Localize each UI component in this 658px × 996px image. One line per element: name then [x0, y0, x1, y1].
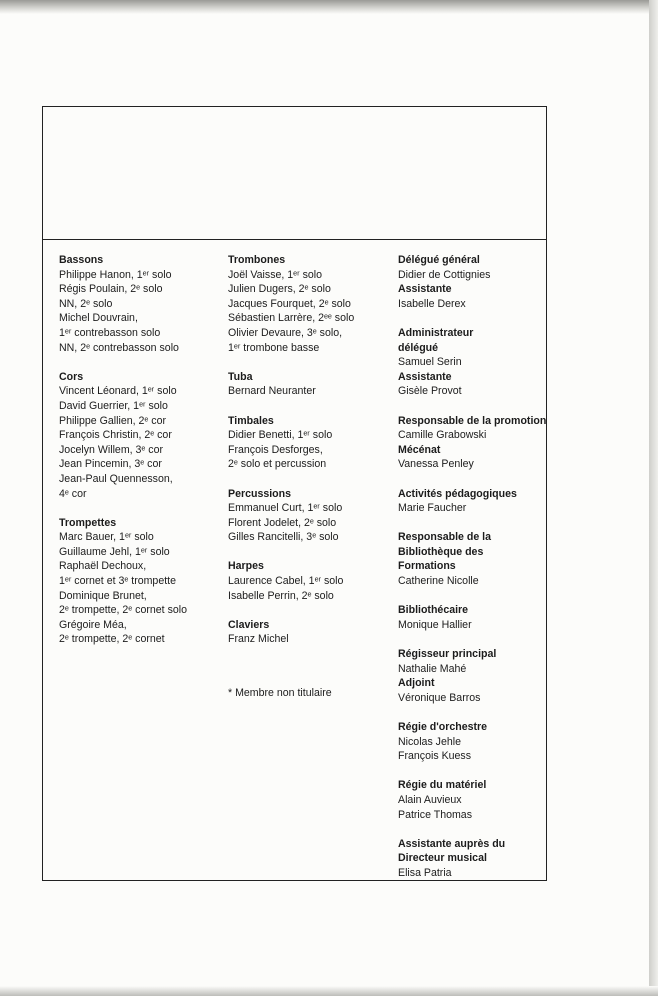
staff-group [398, 647, 548, 705]
group-title: Directeur musical [398, 852, 487, 865]
staff-name: Philippe Hanon, 1ᵉʳ solo [59, 268, 172, 281]
staff-name: 2ᵉ trompette, 2ᵉ cornet solo [59, 604, 187, 617]
staff-name: Régis Poulain, 2ᵉ solo [59, 283, 163, 296]
staff-group [398, 326, 548, 399]
staff-group [59, 253, 229, 355]
staff-name: 1ᵉʳ contrebasson solo [59, 326, 161, 339]
staff-group [398, 487, 548, 516]
staff-name: Monique Hallier [398, 618, 472, 631]
group-title: Délégué général [398, 254, 480, 266]
staff-name: Samuel Serin [398, 356, 462, 369]
frame-divider [43, 239, 546, 240]
group-title: Régie du matériel [398, 779, 487, 792]
column-brass [59, 253, 229, 662]
staff-name: NN, 2ᵉ solo [59, 297, 113, 310]
staff-group [59, 516, 229, 647]
staff-name: Patrice Thomas [398, 808, 472, 821]
staff-name: Camille Grabowski [398, 429, 487, 442]
staff-name: Franz Michel [228, 633, 289, 646]
group-title: Trompettes [59, 516, 117, 529]
staff-name: Grégoire Méa, [59, 618, 127, 631]
staff-name: Elisa Patria [398, 866, 452, 879]
staff-name: Guillaume Jehl, 1ᵉʳ solo [59, 545, 170, 558]
content-frame [42, 106, 547, 881]
staff-name: Jacques Fourquet, 2ᵉ solo [228, 297, 351, 310]
staff-group [398, 603, 548, 632]
column-administration [398, 253, 548, 895]
group-subtitle: Adjoint [398, 677, 435, 690]
staff-group [59, 370, 229, 501]
staff-name: Sébastien Larrère, 2ᵉᵉ solo [228, 312, 355, 325]
staff-name: Didier de Cottignies [398, 268, 491, 281]
staff-name: 2ᵉ solo et percussion [228, 458, 327, 471]
staff-name: Jean-Paul Quennesson, [59, 472, 173, 485]
group-title: Administrateur [398, 326, 474, 339]
staff-group [228, 618, 398, 647]
staff-group [228, 414, 398, 472]
staff-group [398, 253, 548, 311]
staff-group [398, 778, 548, 822]
staff-name: François Desforges, [228, 443, 323, 456]
staff-name: Florent Jodelet, 2ᵉ solo [228, 516, 337, 529]
staff-name: François Christin, 2ᵉ cor [59, 429, 172, 442]
staff-name: 2ᵉ trompette, 2ᵉ cornet [59, 633, 165, 646]
staff-group [398, 530, 548, 588]
staff-name: Gisèle Provot [398, 385, 462, 398]
group-title: Trombones [228, 254, 286, 266]
staff-name: Marc Bauer, 1ᵉʳ solo [59, 531, 154, 544]
group-title: Régie d'orchestre [398, 721, 488, 733]
group-title: Responsable de la promotion [398, 414, 547, 427]
staff-name: Gilles Rancitelli, 3ᵉ solo [228, 531, 339, 544]
scan-bottom-edge [0, 986, 658, 996]
group-title: délégué [398, 341, 439, 354]
group-title: Bibliothécaire [398, 604, 469, 617]
staff-name: François Kuess [398, 750, 472, 763]
staff-name: Nathalie Mahé [398, 662, 467, 675]
group-title: Responsable de la [398, 531, 492, 544]
group-subtitle: Mécénat [398, 443, 441, 456]
group-title: Activités pédagogiques [398, 487, 517, 500]
staff-name: Michel Douvrain, [59, 312, 138, 325]
staff-group [398, 837, 548, 881]
group-title: Timbales [228, 414, 274, 427]
staff-name: Catherine Nicolle [398, 575, 479, 588]
staff-name: Bernard Neuranter [228, 385, 316, 398]
staff-name: Jean Pincemin, 3ᵉ cor [59, 458, 162, 471]
group-title: Bibliothèque des [398, 545, 484, 558]
group-title: Assistante auprès du [398, 837, 506, 850]
staff-name: Alain Auvieux [398, 793, 462, 806]
staff-name: Jocelyn Willem, 3ᵉ cor [59, 443, 164, 456]
staff-name: 1ᵉʳ trombone basse [228, 341, 320, 354]
staff-name: NN, 2ᵉ contrebasson solo [59, 341, 179, 354]
staff-name: Vanessa Penley [398, 458, 474, 471]
staff-name: Laurence Cabel, 1ᵉʳ solo [228, 575, 344, 588]
group-title: Cors [59, 370, 84, 383]
column-percussion [228, 253, 398, 662]
staff-name: Marie Faucher [398, 502, 467, 515]
group-subtitle: Assistante [398, 283, 452, 296]
scan-top-edge [0, 0, 658, 14]
staff-group [398, 720, 548, 764]
staff-name: Raphaël Dechoux, [59, 560, 147, 573]
staff-name: Didier Benetti, 1ᵉʳ solo [228, 429, 333, 442]
staff-name: Vincent Léonard, 1ᵉʳ solo [59, 385, 177, 398]
staff-group [228, 559, 398, 603]
staff-name: Philippe Gallien, 2ᵉ cor [59, 414, 166, 427]
staff-name: 4ᵉ cor [59, 487, 87, 500]
group-title: Tuba [228, 370, 253, 383]
staff-group [228, 487, 398, 545]
scan-right-edge [649, 0, 658, 996]
staff-group [228, 370, 398, 399]
staff-group [398, 414, 548, 472]
staff-name: Dominique Brunet, [59, 589, 147, 602]
footnote: * Membre non titulaire [228, 687, 332, 699]
staff-name: Olivier Devaure, 3ᵉ solo, [228, 326, 343, 339]
staff-name: Emmanuel Curt, 1ᵉʳ solo [228, 502, 343, 515]
group-subtitle: Assistante [398, 370, 452, 383]
group-title: Percussions [228, 487, 292, 500]
staff-name: David Guerrier, 1ᵉʳ solo [59, 399, 168, 412]
staff-name: Nicolas Jehle [398, 735, 462, 748]
staff-name: Isabelle Perrin, 2ᵉ solo [228, 589, 334, 602]
group-title: Harpes [228, 560, 264, 573]
staff-name: 1ᵉʳ cornet et 3ᵉ trompette [59, 575, 176, 588]
staff-name: Joël Vaisse, 1ᵉʳ solo [228, 268, 323, 281]
group-title: Formations [398, 560, 456, 573]
staff-group [228, 253, 398, 355]
group-title: Claviers [228, 618, 270, 631]
staff-name: Isabelle Derex [398, 297, 466, 310]
staff-name: Véronique Barros [398, 691, 481, 704]
staff-name: Julien Dugers, 2ᵉ solo [228, 283, 331, 296]
group-title: Régisseur principal [398, 648, 497, 661]
group-title: Bassons [59, 254, 104, 266]
